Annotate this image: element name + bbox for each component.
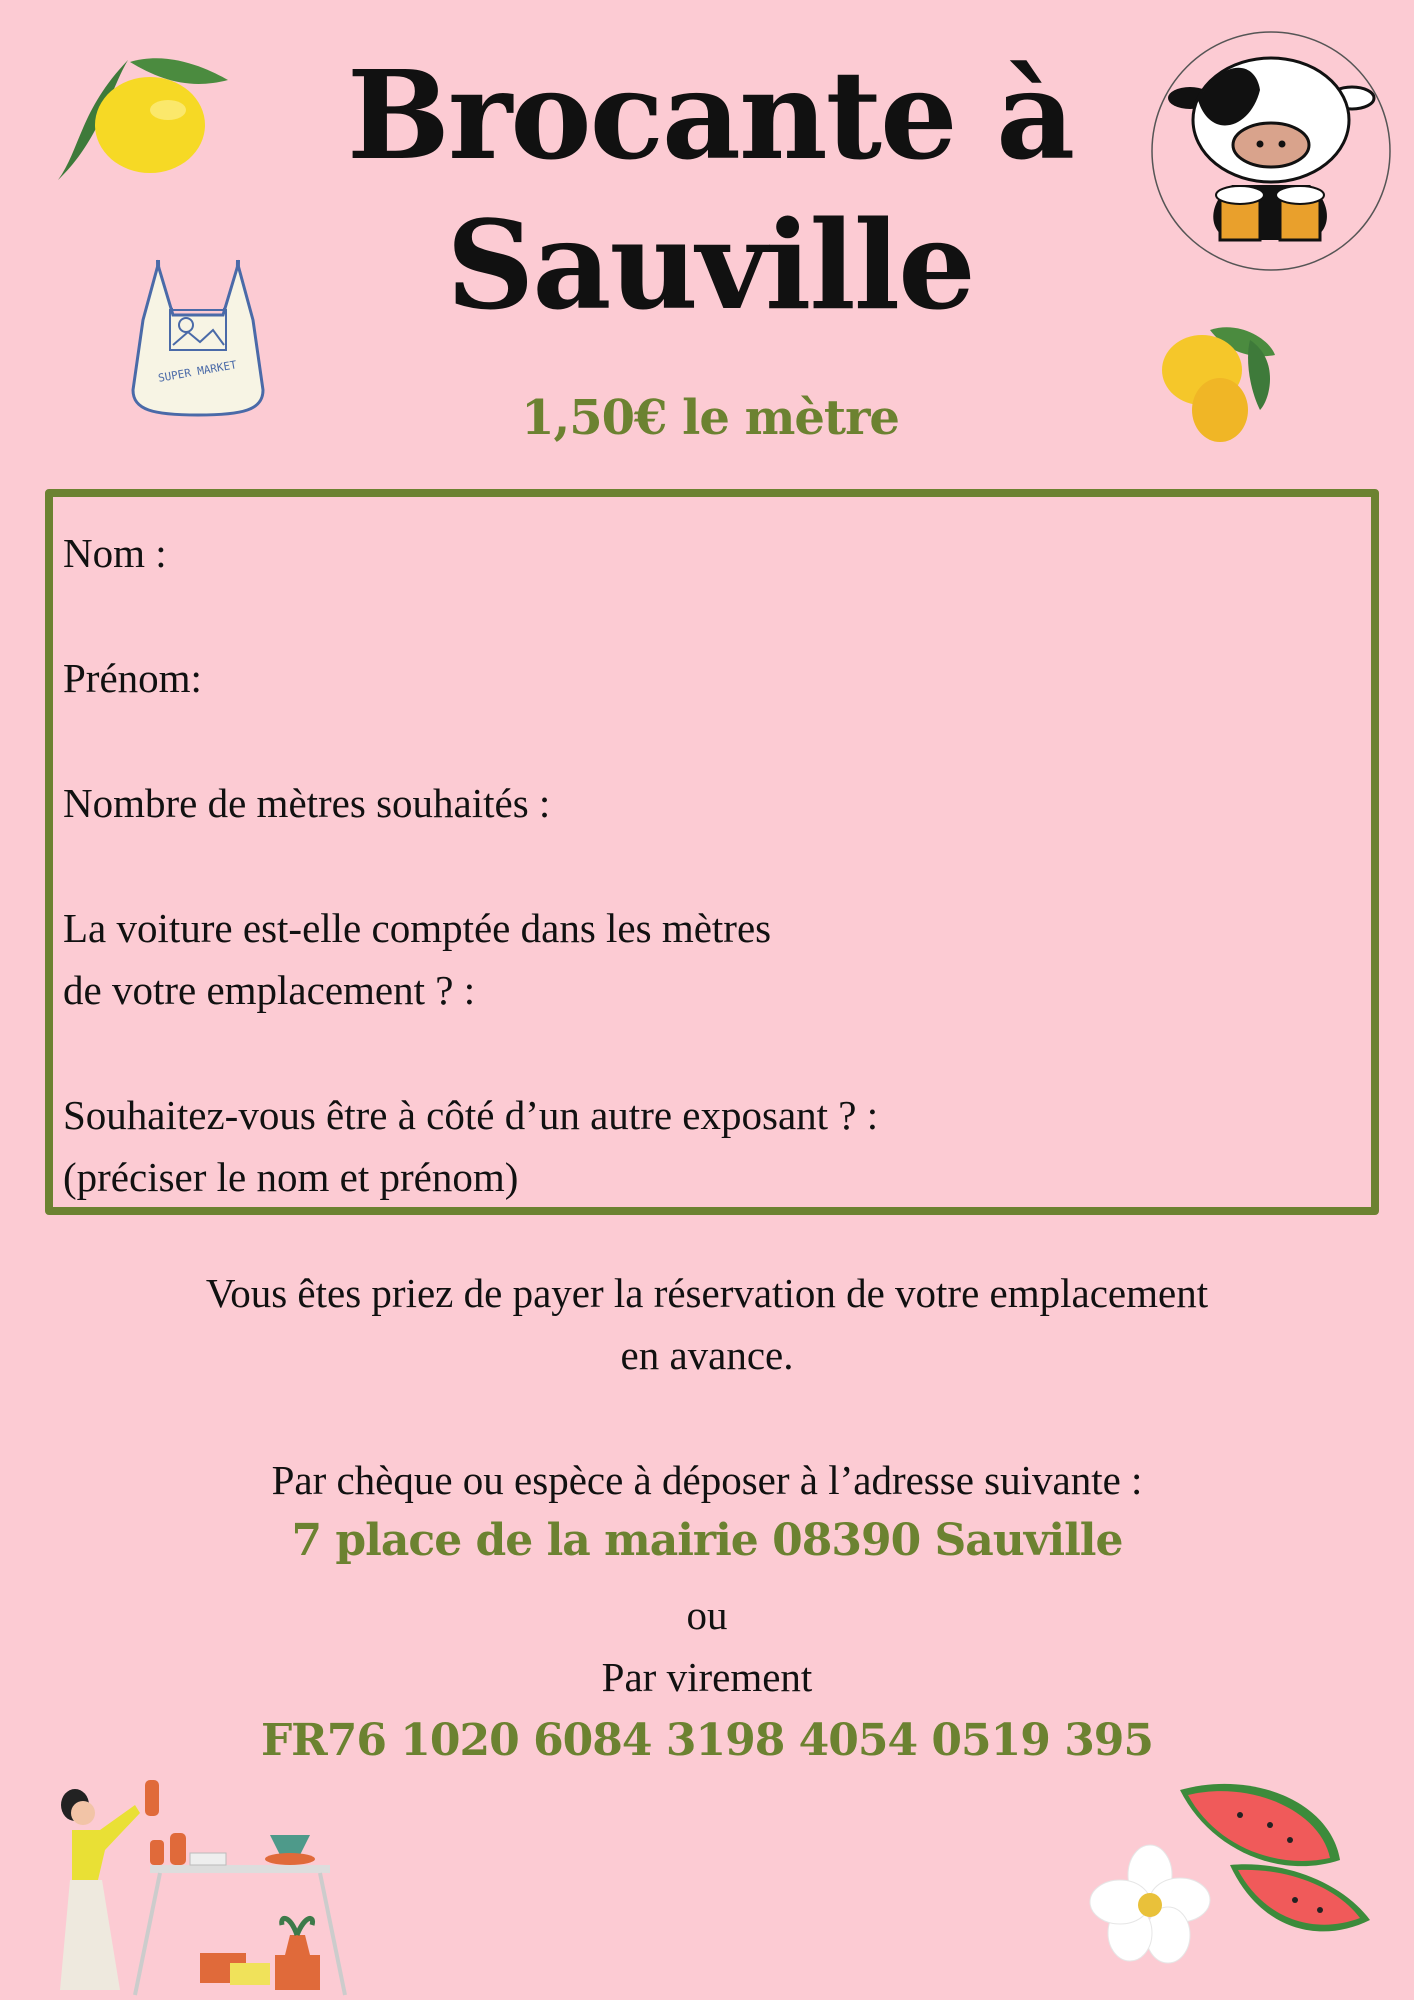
bag-label: SUPER MARKET	[157, 358, 238, 385]
registration-form	[45, 489, 1379, 1215]
metres-label: Nombre de mètres souhaités :	[63, 780, 551, 826]
iban: FR76 1020 6084 3198 4054 0519 395	[260, 1715, 1154, 1766]
voiture-label-line2: de votre emplacement ? :	[63, 967, 476, 1013]
or-text: ou	[686, 1592, 728, 1638]
lemons-icon	[1150, 320, 1290, 450]
address: 7 place de la mairie 08390 Sauville	[291, 1515, 1123, 1566]
shopping-bag-icon	[128, 240, 268, 420]
virement-label: Par virement	[601, 1654, 813, 1700]
cow-beer-logo	[1150, 30, 1392, 272]
cheque-instruction: Par chèque ou espèce à déposer à l’adresse suivante :	[271, 1457, 1143, 1503]
payment-notice-line1: Vous êtes priez de payer la réservation de votre emplacement	[205, 1270, 1209, 1316]
nom-label: Nom :	[63, 530, 167, 576]
price-per-meter: 1,50€ le mètre	[521, 390, 899, 446]
exposant-label-line2: (préciser le nom et prénom)	[63, 1154, 519, 1200]
lemon-icon	[50, 50, 230, 190]
page-title: Brocante à Sauville	[346, 43, 1074, 337]
prenom-label: Prénom:	[63, 655, 202, 701]
watermelon-flower-illustration	[1080, 1770, 1380, 1980]
payment-notice-line2: en avance.	[620, 1332, 794, 1378]
voiture-label-line1: La voiture est-elle comptée dans les mètres	[63, 905, 772, 951]
exposant-label-line1: Souhaitez-vous être à côté d’un autre exposant ? :	[63, 1092, 879, 1138]
vendor-table-illustration	[50, 1775, 360, 2000]
